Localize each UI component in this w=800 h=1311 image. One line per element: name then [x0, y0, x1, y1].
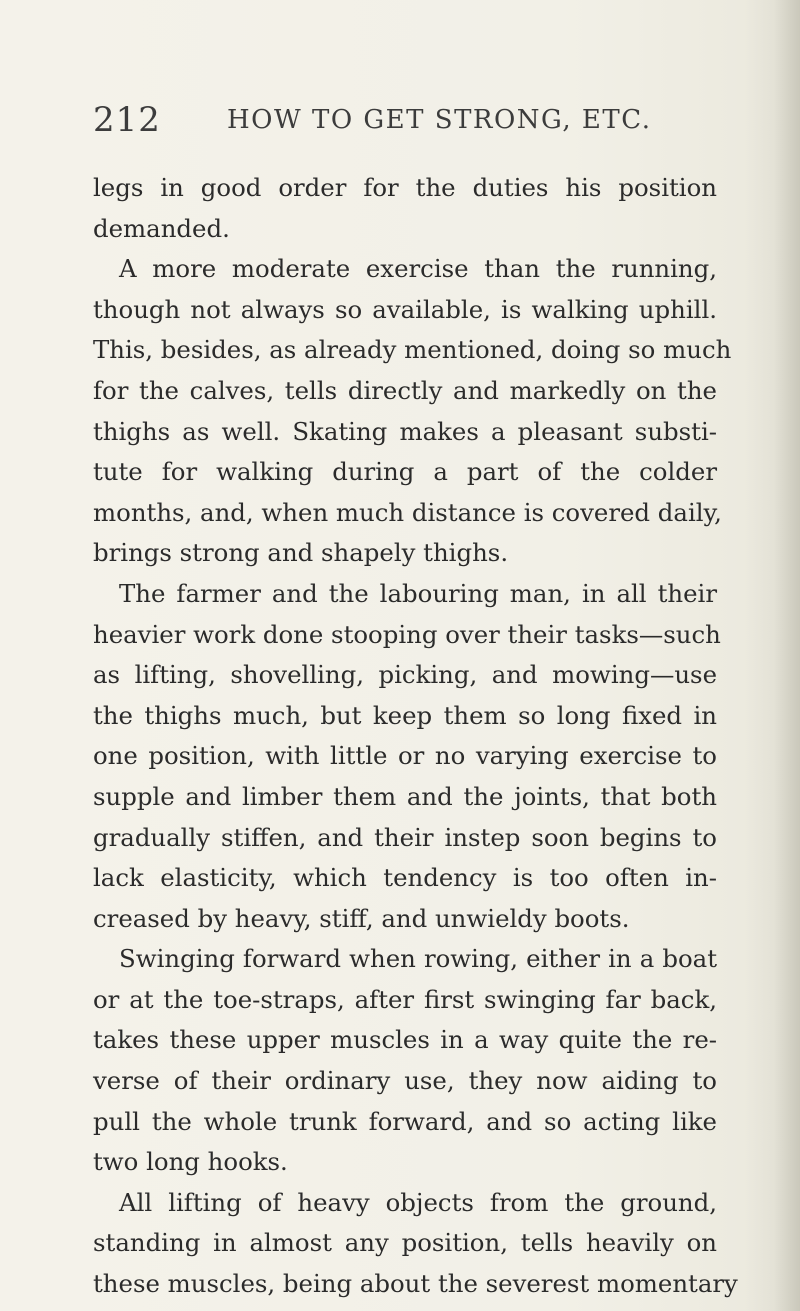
text-line: legs in good order for the duties his position	[93, 173, 717, 202]
text-line: gradually stiffen, and their instep soon begins to	[93, 822, 717, 852]
text-line: two long hooks.	[93, 1147, 288, 1177]
text-line: heavier work done stooping over their tasks—such	[93, 619, 721, 649]
running-head	[93, 100, 653, 148]
text-line: or at the toe-straps, after first swinging far back,	[93, 984, 717, 1014]
text-line: Swinging forward when rowing, either in a boat	[119, 944, 717, 974]
text-line: brings strong and shapely thighs.	[93, 538, 509, 568]
page-edge-shadow	[774, 0, 800, 1311]
text-line: creased by heavy, stiff, and unwieldy boots.	[93, 903, 630, 933]
text-line: All lifting of heavy objects from the ground,	[119, 1187, 717, 1217]
text-line: standing in almost any position, tells heavily on	[93, 1228, 717, 1258]
text-line: as lifting, shovelling, picking, and mowing—use	[93, 660, 717, 690]
text-line: lack elasticity, which tendency is too often in-	[93, 863, 717, 893]
text-line: verse of their ordinary use, they now aiding to	[93, 1066, 717, 1096]
text-line: The farmer and the labouring man, in all their	[119, 578, 717, 608]
text-line: tute for walking during a part of the colder	[93, 457, 717, 487]
text-line: supple and limber them and the joints, that both	[93, 781, 717, 811]
text-line: A more moderate exercise than the running,	[119, 254, 717, 284]
text-line: months, and, when much distance is covered daily,	[93, 497, 722, 527]
page-number: 212	[93, 100, 161, 140]
text-line: takes these upper muscles in a way quite the re-	[93, 1025, 717, 1055]
text-line: these muscles, being about the severest momentary	[93, 1269, 738, 1299]
running-title: HOW TO GET STRONG, ETC.	[227, 105, 652, 135]
text-line: though not always so available, is walking uphill.	[93, 294, 717, 324]
text-line: the thighs much, but keep them so long fixed in	[93, 700, 717, 730]
text-line: thighs as well. Skating makes a pleasant substi-	[93, 416, 717, 446]
text-line: This, besides, as already mentioned, doing so much	[93, 335, 732, 365]
text-line: for the calves, tells directly and markedly on the	[93, 375, 717, 405]
text-line: demanded.	[93, 213, 230, 243]
text-line: one position, with little or no varying exercise to	[93, 741, 717, 771]
body-text	[93, 168, 738, 1305]
text-line: pull the whole trunk forward, and so acting like	[93, 1106, 717, 1136]
